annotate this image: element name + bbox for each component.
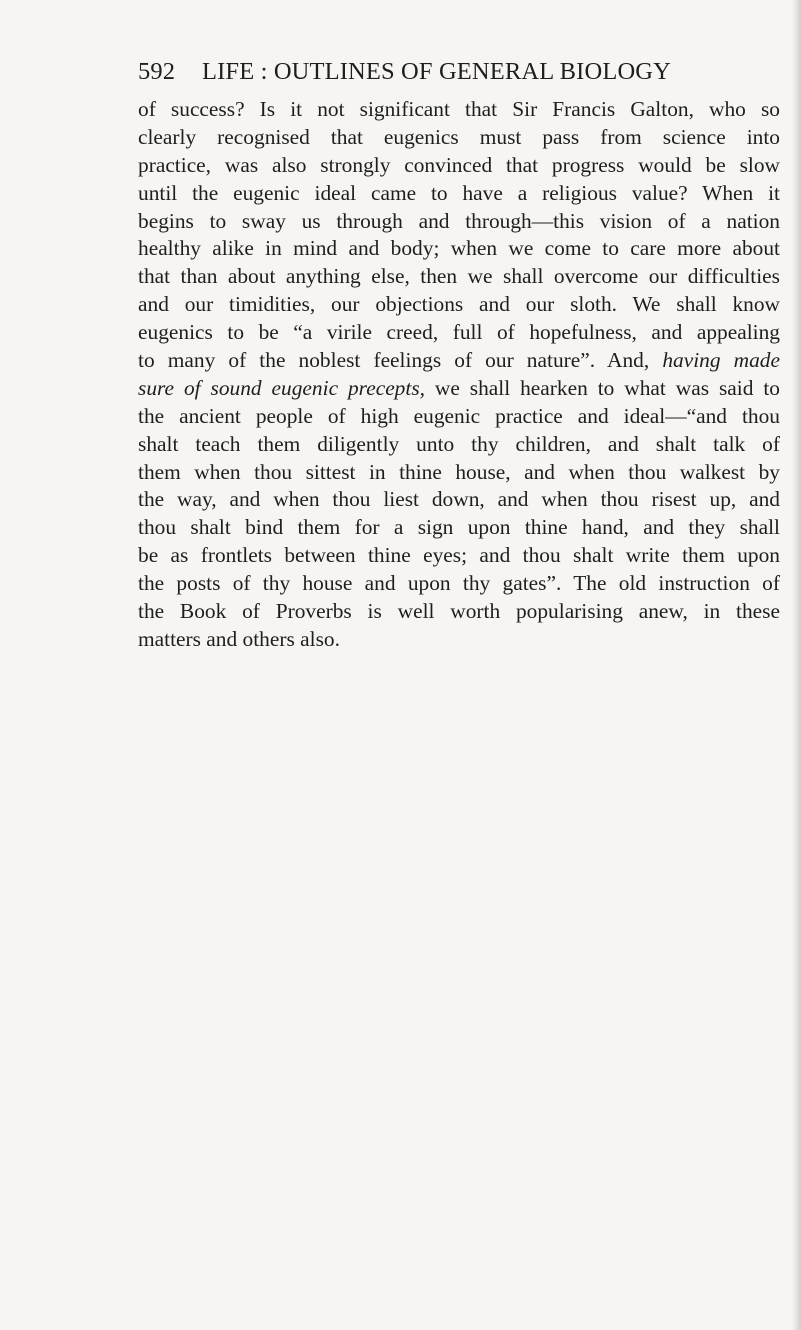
text-line: be as frontlets between thine eyes; and thou shalt write them upon — [138, 543, 780, 568]
text-line: eugenics to be “a virile creed, full of hopefulness, and appealing — [138, 320, 780, 345]
text-line-mixed — [138, 347, 780, 375]
text-line: until the eugenic ideal came to have a religious value? When it — [138, 180, 780, 205]
running-head — [138, 58, 778, 90]
text-line: practice, was also strongly convinced that progress would be slow — [138, 152, 780, 177]
italic-phrase: sure of sound eugenic precepts, — [138, 375, 425, 400]
text-segment: we shall hearken to what was said to — [434, 375, 780, 400]
text-line: the ancient people of high eugenic practice and ideal—“and thou — [138, 403, 780, 428]
text-line-last: matters and others also. — [138, 626, 340, 651]
text-line: the Book of Proverbs is well worth popularising anew, in these — [138, 599, 780, 624]
page-edge-shadow — [791, 0, 801, 1330]
text-line: of success? Is it not significant that Sir Francis Galton, who so — [138, 97, 780, 121]
italic-phrase: having made — [662, 348, 780, 373]
text-line: healthy alike in mind and body; when we come to care more about — [138, 236, 780, 261]
page-number: 592 — [138, 58, 176, 85]
text-line: shalt teach them diligently unto thy children, and shalt talk of — [138, 431, 780, 456]
text-line: clearly recognised that eugenics must pass from science into — [138, 124, 780, 149]
text-line: and our timidities, our objections and our sloth. We shall know — [138, 292, 780, 317]
text-segment: to many of the noblest feelings of our nature”. And, — [138, 348, 650, 373]
text-line: the way, and when thou liest down, and when thou risest up, and — [138, 487, 780, 512]
text-line: that than about anything else, then we shall overcome our difficulties — [138, 264, 780, 289]
body-paragraph — [138, 96, 780, 654]
text-line: begins to sway us through and through—this vision of a nation — [138, 208, 780, 233]
text-line: the posts of thy house and upon thy gates”. The old instruction of — [138, 571, 780, 596]
text-line: thou shalt bind them for a sign upon thine hand, and they shall — [138, 515, 780, 540]
text-line: them when thou sittest in thine house, and when thou walkest by — [138, 459, 780, 484]
text-line-mixed — [138, 375, 780, 403]
running-title: LIFE : OUTLINES OF GENERAL BIOLOGY — [202, 58, 671, 85]
